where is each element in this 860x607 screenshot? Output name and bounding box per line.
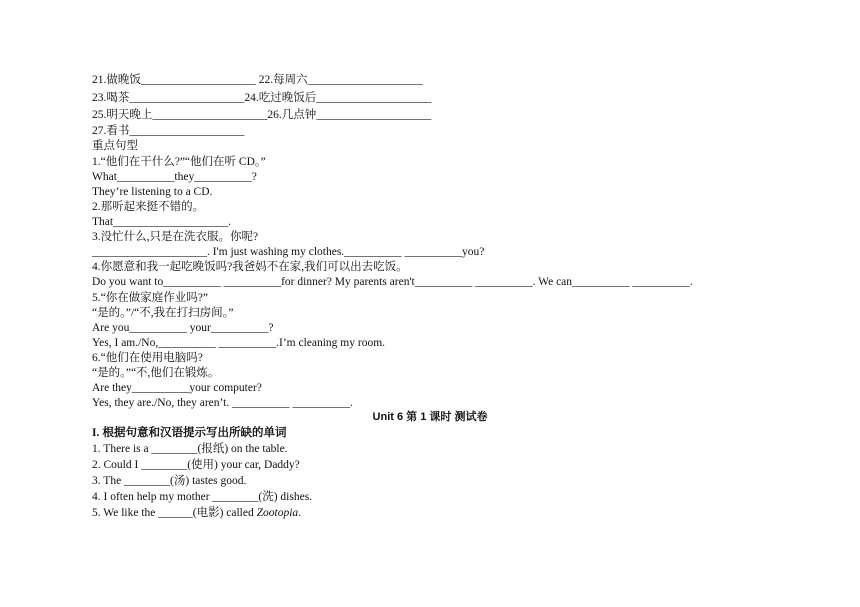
vocab-line-23-24: 23.喝茶____________________24.吃过晚饭后____________________ [92,92,432,104]
key-sentences-heading: 重点句型 [92,140,138,152]
section-number: I. [92,427,100,439]
vocab-line-21-22: 21.做晚饭____________________ 22.每周六____________________ [92,74,423,86]
sentence-4-english: Do you want to__________ __________for dinner? My parents aren't__________ __________. We can__________ __________. [92,276,693,288]
sentence-6-english-a: Yes, they are./No, they aren’t. __________ __________. [92,397,353,409]
sentence-5-english-q: Are you__________ your__________? [92,322,274,334]
sentence-5-chinese-q: 5.“你在做家庭作业吗?” [92,292,208,304]
sentence-3-english: ____________________. I'm just washing my clothes.__________ __________you? [92,246,485,258]
sentence-5-english-a: Yes, I am./No,__________ __________.I’m cleaning my room. [92,337,386,349]
sentence-2-chinese: 2.那听起来挺不错的。 [92,201,205,213]
sentence-1-english: What__________they__________? [92,171,257,183]
question-5-movie-title: Zootopia [256,507,299,519]
section-title: 根据句意和汉语提示写出所缺的单词 [99,427,287,439]
question-4: 4. I often help my mother ________(洗) dishes. [92,491,313,503]
question-5 [92,506,301,521]
question-3: 3. The ________(汤) tastes good. [92,475,247,487]
question-5-text: 5. We like the ______(电影) called [92,507,257,519]
sentence-3-chinese: 3.没忙什么,只是在洗衣服。你呢? [92,231,259,243]
sentence-1-chinese: 1.“他们在干什么?”“他们在听 CD。” [92,156,266,168]
question-2: 2. Could I ________(使用) your car, Daddy? [92,459,300,471]
vocab-line-27: 27.看书____________________ [92,125,245,137]
sentence-2-english: That____________________. [92,216,231,228]
question-5-period: . [298,507,302,519]
sentence-6-chinese-q: 6.“他们在使用电脑吗? [92,352,203,364]
sentence-1-answer: They’re listening to a CD. [92,186,213,198]
sentence-4-chinese: 4.你愿意和我一起吃晚饭吗?我爸妈不在家,我们可以出去吃饭。 [92,261,408,273]
sentence-6-chinese-a: “是的。”“不,他们在锻炼。 [92,367,220,379]
vocab-line-25-26: 25.明天晚上____________________26.几点钟____________________ [92,109,432,121]
sentence-5-chinese-a: “是的。”/“不,我在打扫房间。” [92,307,234,319]
test-title: Unit 6 第 1 课时 测试卷 [372,411,488,423]
question-1: 1. There is a ________(报纸) on the table. [92,443,288,455]
section-heading [92,426,287,441]
sentence-6-english-q: Are they__________your computer? [92,382,262,394]
